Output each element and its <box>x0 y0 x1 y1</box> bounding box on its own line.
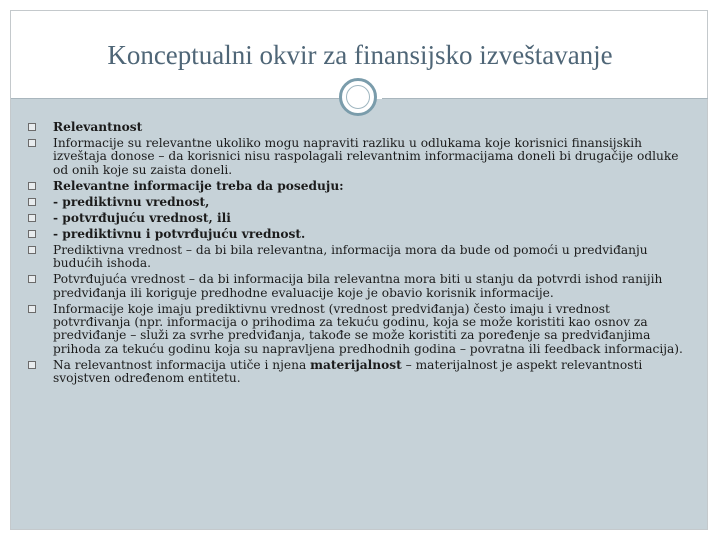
checkbox-bullet-icon <box>28 214 36 222</box>
checkbox-bullet-icon <box>28 139 36 147</box>
list-item <box>28 359 688 386</box>
checkbox-bullet-icon <box>28 305 36 313</box>
list-item <box>28 244 688 271</box>
list-item <box>28 303 688 357</box>
list-item <box>28 196 688 209</box>
divider-left <box>11 98 341 99</box>
checkbox-bullet-icon <box>28 182 36 190</box>
list-item-text: Informacije koje imaju prediktivnu vrednost (vrednost predviđanja) često imaju i vrednost potvrđivanja (npr. informacija o prihodima za tekuću godinu, koja se može koristiti kao osnov za predviđanje – služi za svrhe predviđanja, takođe se može koristiti za poređenje sa predviđanjima prihoda za tekuću godinu koja su napravljena predhodnih godina – povratna ili feedback informacija). <box>53 301 683 356</box>
divider-right <box>382 98 708 99</box>
list-item-text: - potvrđujuću vrednost, ili <box>53 210 231 225</box>
checkbox-bullet-icon <box>28 230 36 238</box>
list-item-emphasis: materijalnost <box>310 357 402 372</box>
list-item-text: Informacije su relevantne ukoliko mogu napraviti razliku u odlukama koje korisnici finansijskih izveštaja donose – da korisnici nisu raspolagali relevantnim informacijama doneli bi drugačije odluke od onih koje su zaista doneli. <box>53 136 679 177</box>
list-item-text: Prediktivna vrednost – da bi bila relevantna, informacija mora da bude od pomoći u predviđanju budućih ishoda. <box>53 242 648 271</box>
list-item <box>28 137 688 177</box>
list-item-text-tail: – materijalnost je aspekt relevantnosti svojstven određenom entitetu. <box>53 357 643 386</box>
list-item <box>28 121 688 134</box>
checkbox-bullet-icon <box>28 361 36 369</box>
checkbox-bullet-icon <box>28 198 36 206</box>
list-item <box>28 228 688 241</box>
list-item-text: Potvrđujuća vrednost – da bi informacija bila relevantna mora biti u stanju da potvrdi ishod ranijih predviđanja ili koriguje predhodne evaluacije koje je obavio korisnik informacije. <box>53 272 663 300</box>
list-item-text: - prediktivnu vrednost, <box>53 194 210 209</box>
checkbox-bullet-icon <box>28 123 36 131</box>
list-item <box>28 212 688 225</box>
checkbox-bullet-icon <box>28 275 36 283</box>
list-item-text: Relevantnost <box>53 120 143 134</box>
list-item <box>28 180 688 193</box>
bullet-list <box>28 121 688 388</box>
list-item <box>28 273 688 300</box>
slide-title: Konceptualni okvir za finansijsko izveštavanje <box>107 40 613 70</box>
checkbox-bullet-icon <box>28 246 36 254</box>
ring-ornament-icon <box>339 78 377 116</box>
list-item-text: Relevantne informacije treba da poseduju: <box>53 178 344 193</box>
list-item-text: Na relevantnost informacija utiče i njena <box>53 357 311 372</box>
list-item-text: - prediktivnu i potvrđujuću vrednost. <box>53 226 306 241</box>
